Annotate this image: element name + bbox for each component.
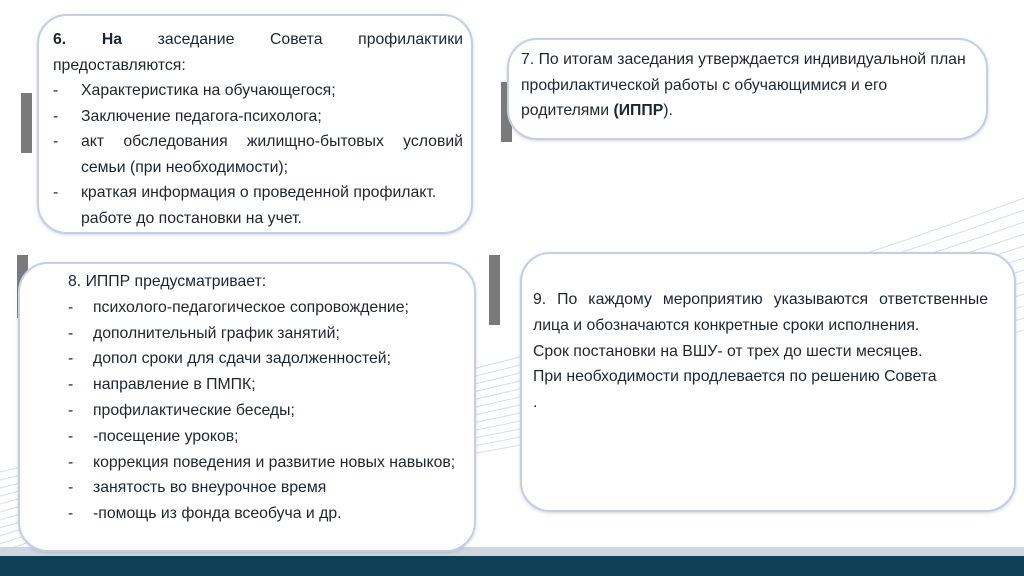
list-item [53, 104, 463, 130]
footer-band [0, 556, 1024, 576]
list-item-text: профилактические беседы; [93, 401, 295, 419]
list-item-text: коррекция поведения и развитие новых навыков; [93, 453, 456, 471]
list-item [68, 321, 464, 347]
dash-bullet: - [53, 184, 59, 201]
dash-bullet: - [68, 453, 74, 471]
card-7-ippr-approval [507, 38, 988, 140]
list-item [68, 475, 464, 501]
list-item-text: Характеристика на обучающегося; [81, 82, 336, 99]
card7-text-main: 7. По итогам заседания утверждается индивидуальной план профилактической работы с обучающимися и его родителями [521, 51, 966, 119]
list-item-text: акт обследования жилищно-бытовых условий семьи (при необходимости); [81, 133, 463, 176]
dash-bullet: - [68, 324, 74, 342]
card7-text [521, 47, 976, 124]
card6-title-text: заседание Совета профилактики [122, 31, 463, 48]
card-6-documents [37, 14, 473, 234]
list-item-text: психолого-педагогическое сопровождение; [93, 298, 409, 316]
card-8-ippr-contents [18, 262, 476, 552]
dash-bullet: - [53, 82, 59, 99]
list-item [68, 295, 464, 321]
card9-side-tab [489, 255, 500, 325]
card9-paragraph-3: При необходимости продлевается по решению Совета [533, 368, 937, 386]
list-item-text: дополнительный график занятий; [93, 324, 340, 342]
dash-bullet: - [68, 376, 74, 394]
card9-paragraph-4: . [533, 394, 538, 412]
card6-title [53, 27, 463, 53]
list-item [68, 424, 464, 450]
dash-bullet: - [68, 350, 74, 368]
card6-list [53, 78, 463, 231]
card7-text-bold: (ИППР [613, 102, 664, 119]
card-9-deadlines [520, 252, 1016, 512]
list-item-text: допол сроки для сдачи задолженностей; [93, 350, 392, 368]
dash-bullet: - [53, 133, 59, 150]
list-item-text: -помощь из фонда всеобуча и др. [93, 505, 342, 523]
list-item [53, 180, 463, 231]
card7-text-end: ). [663, 102, 673, 119]
card6-side-tab [21, 93, 32, 153]
list-item-text: -посещение уроков; [93, 427, 239, 445]
list-item [53, 129, 463, 180]
card9-paragraph-1: 9. По каждому мероприятию указываются ответственные лица и обозначаются конкретные сроки исполнения. [533, 291, 988, 334]
list-item [68, 346, 464, 372]
list-item [68, 372, 464, 398]
card8-list [68, 295, 464, 527]
list-item [53, 78, 463, 104]
card6-title-number: 6. На [53, 31, 123, 48]
list-item-text: краткая информация о проведенной профилакт. работе до постановки на учет. [81, 184, 437, 227]
card9-paragraph-2: Срок постановки на ВШУ- от трех до шести месяцев. [533, 342, 923, 360]
dash-bullet: - [68, 427, 74, 445]
dash-bullet: - [68, 505, 74, 523]
list-item [68, 450, 464, 476]
list-item-text: занятость во внеурочное время [93, 479, 327, 497]
list-item [68, 398, 464, 424]
card8-title: 8. ИППР предусматривает: [68, 273, 267, 290]
list-item-text: направление в ПМПК; [93, 376, 256, 394]
dash-bullet: - [53, 107, 59, 125]
card6-title-line2: предоставляются: [53, 56, 186, 74]
dash-bullet: - [68, 401, 74, 419]
dash-bullet: - [68, 298, 74, 316]
list-item-text: Заключение педагога-психолога; [81, 107, 322, 125]
list-item [68, 501, 464, 527]
dash-bullet: - [68, 479, 74, 497]
